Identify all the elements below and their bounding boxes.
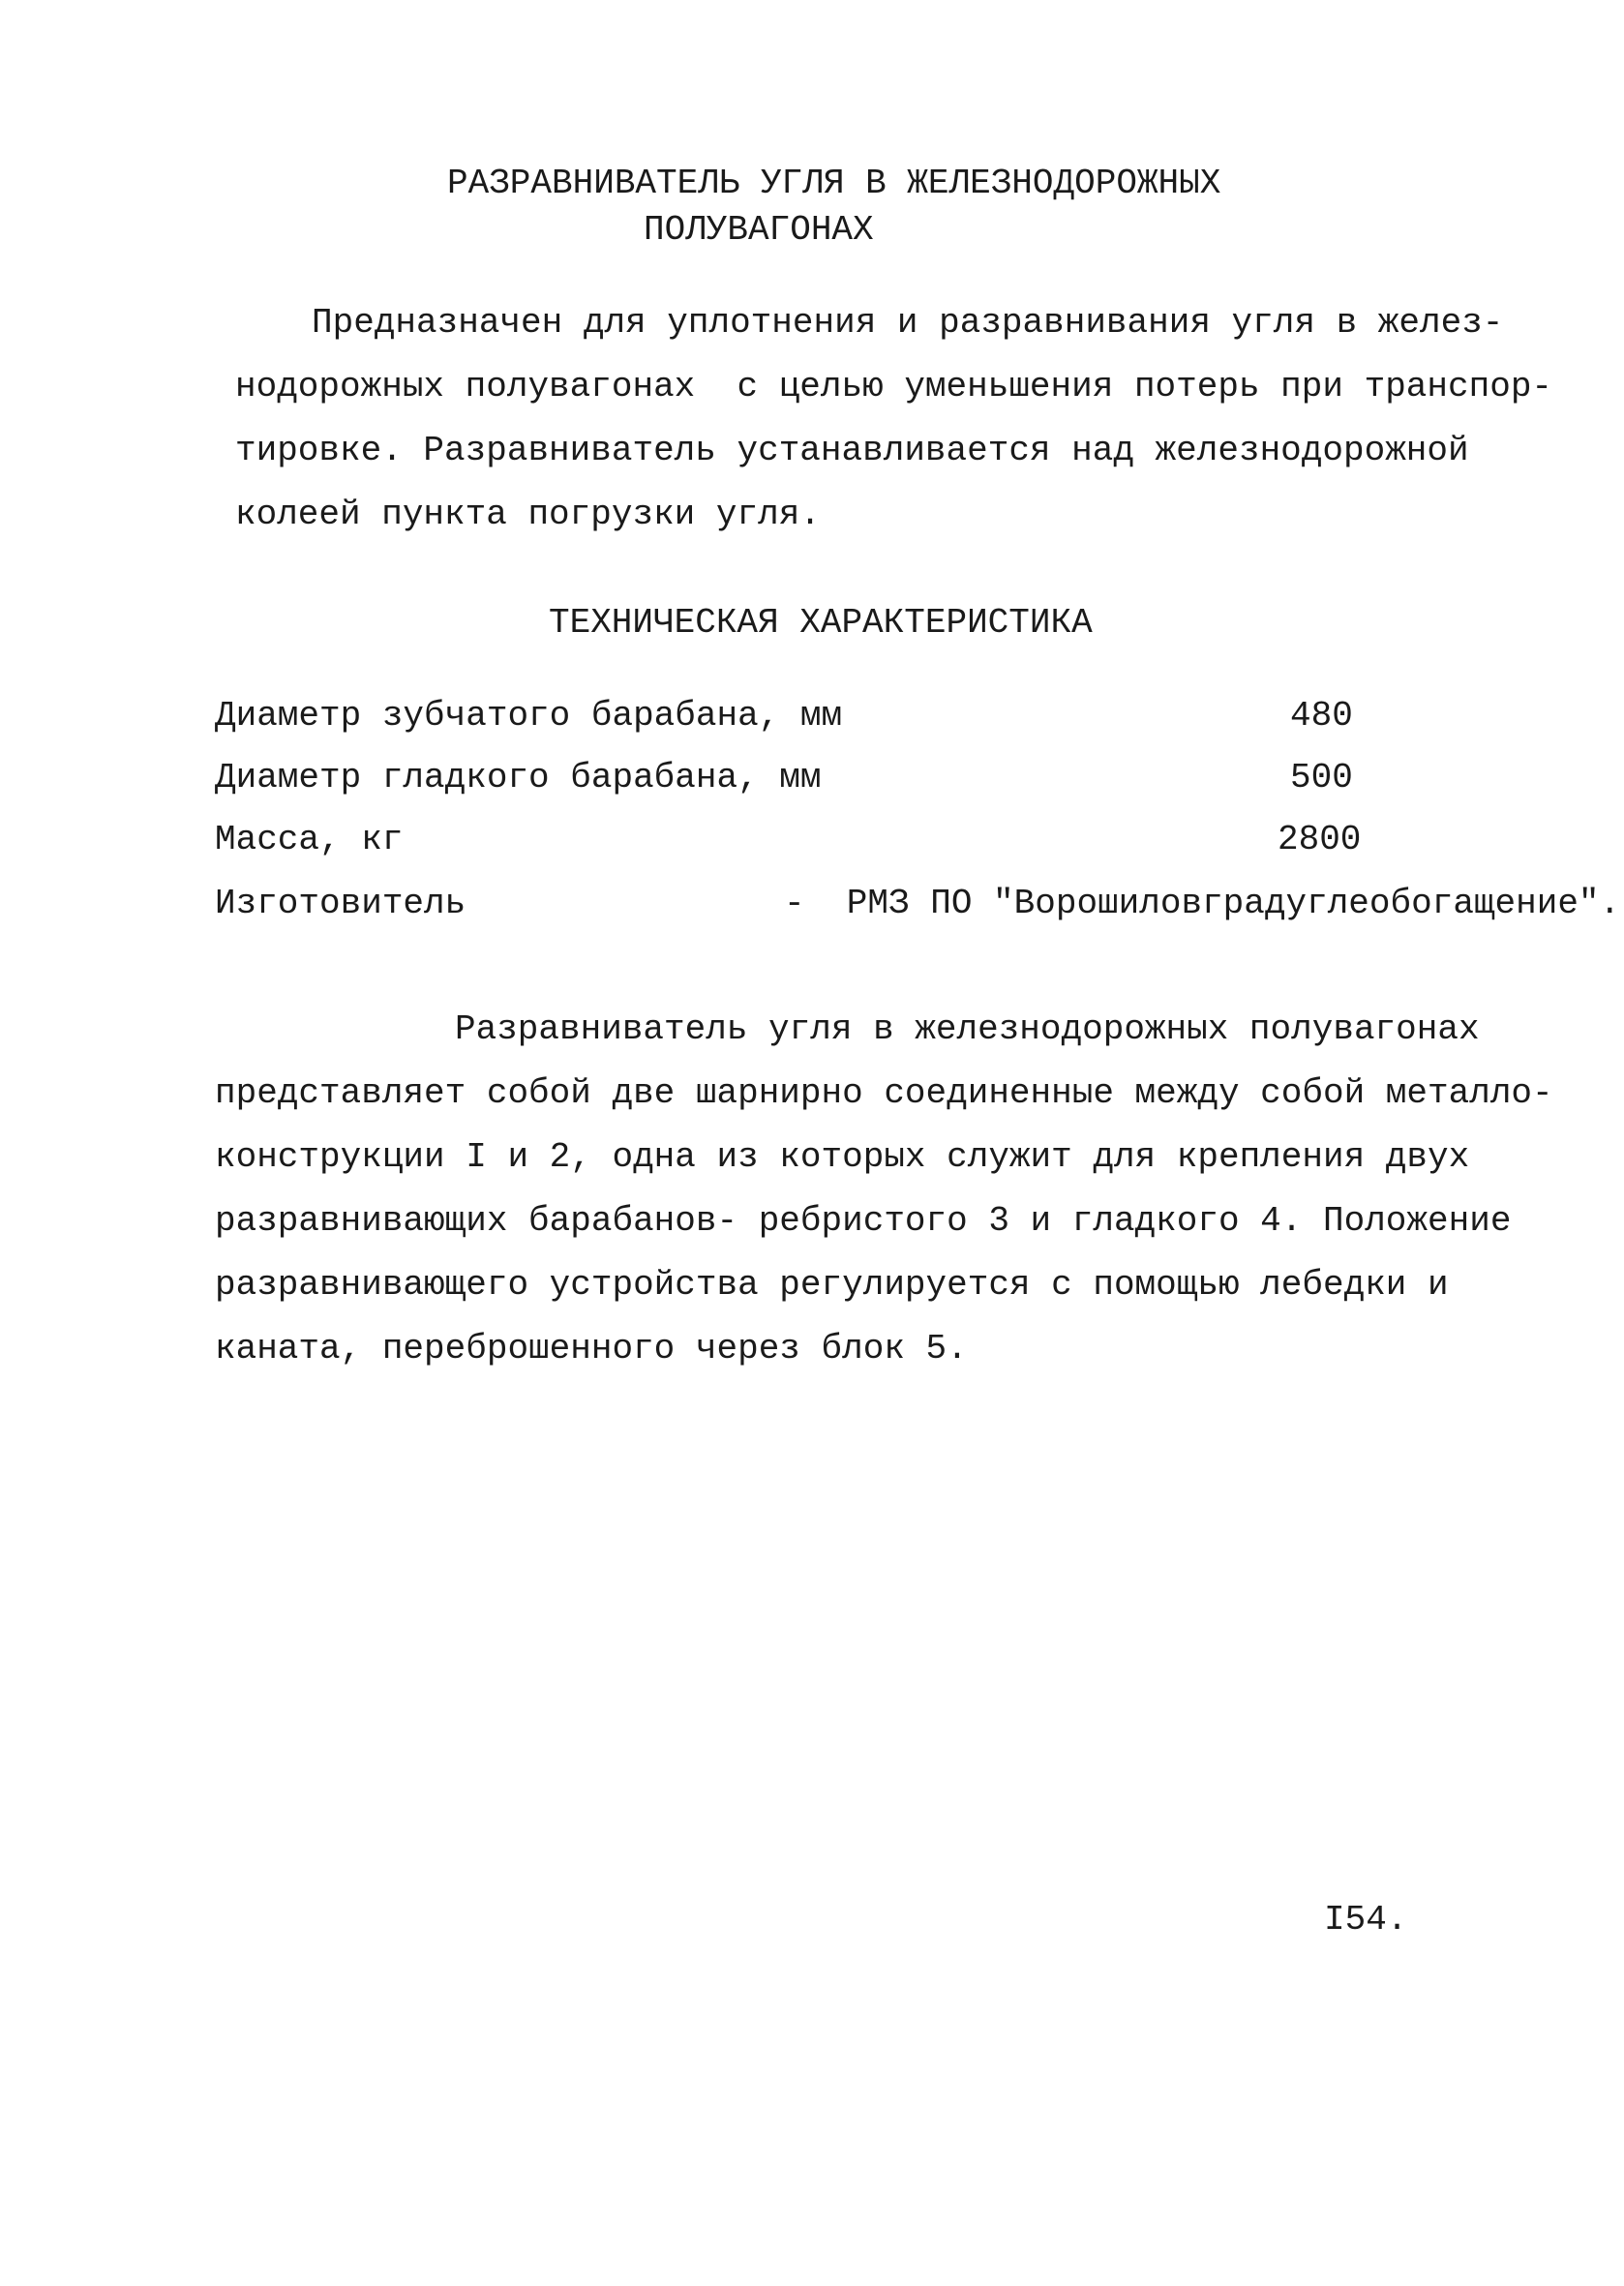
document-title-line-2: ПОЛУВАГОНАХ — [644, 210, 874, 250]
description-line-4: разравнивающих барабанов- ребристого 3 и гладкого 4. Положение — [215, 1201, 1512, 1241]
intro-line-3: тировке. Разравниватель устанавливается над железнодорожной — [235, 431, 1469, 470]
spec-label-mass: Масса, кг — [215, 820, 404, 859]
description-line-6: каната, переброшенного через блок 5. — [215, 1329, 968, 1369]
spec-value-manufacturer: - РМЗ ПО "Ворошиловградуглеобогащение". — [784, 884, 1621, 923]
intro-line-4: колеей пункта погрузки угля. — [235, 495, 821, 534]
description-line-1: Разравниватель угля в железнодорожных полувагонах — [455, 1009, 1480, 1049]
spec-value-drum-toothed: 480 — [1290, 696, 1353, 736]
page-number: I54. — [1324, 1900, 1408, 1940]
spec-value-drum-smooth: 500 — [1290, 758, 1353, 797]
spec-label-drum-toothed: Диаметр зубчатого барабана, мм — [215, 696, 843, 736]
spec-label-manufacturer: Изготовитель — [215, 884, 466, 923]
spec-label-drum-smooth: Диаметр гладкого барабана, мм — [215, 758, 822, 797]
intro-line-2: нодорожных полувагонах с целью уменьшения потерь при транспор- — [235, 367, 1553, 406]
description-line-2: представляет собой две шарнирно соединенные между собой металло- — [215, 1073, 1553, 1113]
description-line-5: разравнивающего устройства регулируется с помощью лебедки и — [215, 1265, 1449, 1305]
spec-heading: ТЕХНИЧЕСКАЯ ХАРАКТЕРИСТИКА — [549, 603, 1093, 643]
spec-value-mass: 2800 — [1278, 820, 1362, 859]
description-line-3: конструкции I и 2, одна из которых служит для крепления двух — [215, 1137, 1470, 1177]
document-title-line-1: РАЗРАВНИВАТЕЛЬ УГЛЯ В ЖЕЛЕЗНОДОРОЖНЫХ — [447, 164, 1221, 203]
intro-line-1: Предназначен для уплотнения и разравнивания угля в желез- — [312, 303, 1504, 343]
